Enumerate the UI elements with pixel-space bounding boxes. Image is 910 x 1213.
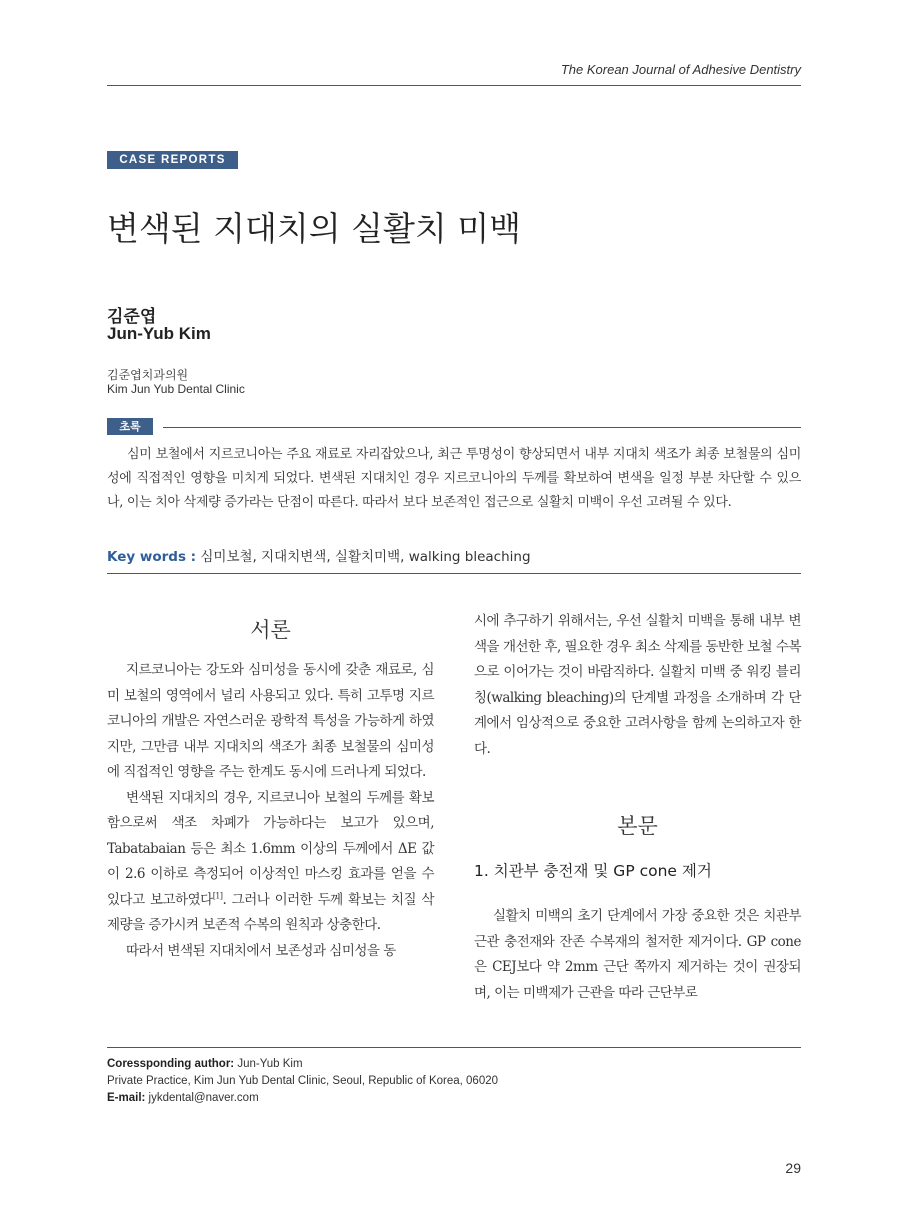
corresponding-author-label: Coressponding author: <box>107 1058 235 1070</box>
intro-paragraph-2 <box>107 786 434 939</box>
case-reports-badge: CASE REPORTS <box>107 151 238 169</box>
citation-1: [1] <box>212 891 223 900</box>
body-column <box>474 904 801 1006</box>
affiliation-ko: 김준엽치과의원 <box>107 368 189 382</box>
intro-paragraph-2-text: 변색된 지대치의 경우, 지르코니아 보철의 두께를 확보함으로써 색조 차폐가 가능하다는 보고가 있으며, Tabatabaian 등은 최소 1.6mm 이상의 두께에서 ΔE 값이 2.6 이하로 측정되어 이상적인 마스킹 효과를 얻을 수 있다고 보고하였다 <box>107 789 434 908</box>
abstract-text: 심미 보철에서 지르코니아는 주요 재료로 자리잡았으나, 최근 투명성이 향상되면서 내부 지대치 색조가 최종 보철물의 심미성에 직접적인 영향을 미치게 되었다. 변색된 지대치인 경우 지르코니아의 두께를 확보하여 변색을 일정 부분 차단할 수 있으나, 이는 치아 삭제량 증가라는 단점이 따른다. 따라서 보다 보존적인 접근으로 실활치 미백이 우선 고려될 수 있다. <box>107 447 801 510</box>
keywords-rule <box>107 573 801 574</box>
header-rule <box>107 85 801 86</box>
abstract-label: 초록 <box>107 418 153 435</box>
abstract-rule <box>163 427 801 428</box>
keywords-label: Key words : <box>107 549 197 565</box>
footer-rule <box>107 1047 801 1048</box>
intro-column <box>107 658 434 964</box>
author-name-ko: 김준엽 <box>107 307 157 327</box>
email-label: E-mail: <box>107 1092 146 1104</box>
intro-paragraph-3-cont: 시에 추구하기 위해서는, 우선 실활치 미백을 통해 내부 변색을 개선한 후, 필요한 경우 최소 삭제를 동반한 보철 수복으로 이어가는 것이 바람직하다. 실활치 미백 중 워킹 블리칭(walking bleaching)의 단계별 과정을 소개하며 각 단계에서 임상적으로 중요한 고려사항을 함께 논의하고자 한다. <box>474 613 801 757</box>
corresponding-author <box>107 1058 303 1070</box>
intro-heading: 서론 <box>250 618 291 642</box>
intro-paragraph-1: 지르코니아는 강도와 심미성을 동시에 갖춘 재료로, 심미 보철의 영역에서 널리 사용되고 있다. 특히 고투명 지르코니아의 개발은 자연스러운 광학적 특성을 가능하게 하였지만, 그만큼 내부 지대치의 색조가 최종 보철물의 심미성에 직접적인 영향을 주는 한계도 동시에 드러나게 되었다. <box>107 662 434 780</box>
affiliation-en: Kim Jun Yub Dental Clinic <box>107 382 245 396</box>
intro-paragraph-3: 따라서 변색된 지대치에서 보존성과 심미성을 동 <box>126 942 396 959</box>
author-email <box>107 1092 259 1104</box>
journal-name: The Korean Journal of Adhesive Dentistry <box>560 62 801 77</box>
author-address: Private Practice, Kim Jun Yub Dental Clinic, Seoul, Republic of Korea, 06020 <box>107 1075 498 1087</box>
intro-paragraph-2-text-cont: . 그러나 이러한 두께 확보는 치질 삭제량을 증가시켜 보존적 수복의 원칙과 상충한다. <box>107 891 434 933</box>
body-paragraph-1: 실활치 미백의 초기 단계에서 가장 중요한 것은 치관부 근관 충전재와 잔존 수복재의 철저한 제거이다. GP cone은 CEJ보다 약 2mm 근단 쪽까지 제거하는 것이 권장되며, 이는 미백제가 근관을 따라 근단부로 <box>474 908 801 1001</box>
corresponding-author-name: Jun-Yub Kim <box>234 1058 303 1070</box>
body-heading: 본문 <box>617 814 658 838</box>
page-number: 29 <box>785 1160 801 1176</box>
email-address: jykdental@naver.com <box>145 1092 259 1104</box>
keywords <box>107 545 531 565</box>
intro-continued-column <box>474 609 801 762</box>
article-title: 변색된 지대치의 실활치 미백 <box>107 209 522 248</box>
body-subheading: 1. 치관부 충전재 및 GP cone 제거 <box>474 862 712 880</box>
keywords-text: 심미보철, 지대치변색, 실활치미백, walking bleaching <box>200 549 531 565</box>
author-name-en: Jun-Yub Kim <box>107 324 211 343</box>
